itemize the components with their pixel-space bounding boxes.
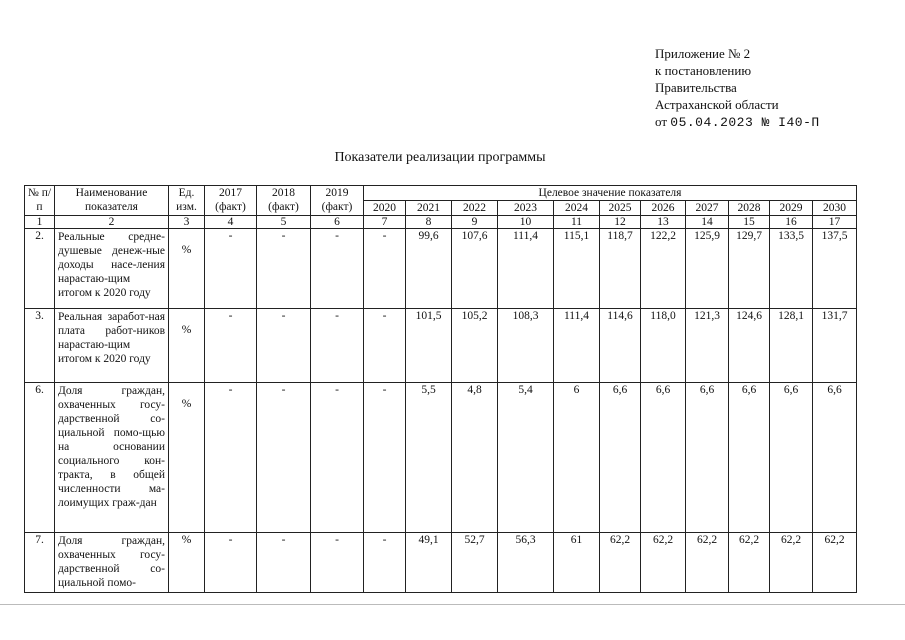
column-index-cell: 6 [311,216,364,229]
header-year: 2029 [770,201,813,216]
indicator-value: 137,5 [813,229,857,309]
indicator-unit: % [169,383,205,533]
indicator-value: 52,7 [452,533,498,593]
header-year: 2020 [364,201,406,216]
header-2018: 2018 (факт) [257,186,311,216]
indicator-value: 108,3 [498,309,554,383]
header-target: Целевое значение показателя [364,186,857,201]
indicator-value: - [205,229,257,309]
column-index-cell: 3 [169,216,205,229]
indicator-value: - [257,229,311,309]
indicator-value: 118,7 [600,229,641,309]
indicator-name: Реальные средне-душевые денеж-ные доходы насе-ления нарастаю-щим итогом к 2020 году [55,229,169,309]
header-year: 2030 [813,201,857,216]
column-index-cell: 5 [257,216,311,229]
indicator-value: 111,4 [498,229,554,309]
header-row-1 [25,186,857,201]
indicators-table [24,185,857,593]
column-index-cell: 10 [498,216,554,229]
indicator-value: - [311,533,364,593]
indicator-value: 133,5 [770,229,813,309]
column-index-cell: 9 [452,216,498,229]
column-index-cell: 12 [600,216,641,229]
indicator-value: - [364,309,406,383]
header-num: № п/п [25,186,55,216]
annex-line-2: к постановлению [655,63,752,78]
indicator-value: 62,2 [641,533,686,593]
header-year: 2022 [452,201,498,216]
indicator-value: - [311,383,364,533]
indicator-value: 62,2 [600,533,641,593]
column-index-cell: 8 [406,216,452,229]
indicator-value: - [205,309,257,383]
indicator-value: - [257,533,311,593]
column-index-cell: 11 [554,216,600,229]
column-index-cell: 13 [641,216,686,229]
annex-line-1: Приложение № 2 [655,46,751,61]
indicator-value: 118,0 [641,309,686,383]
column-index-cell: 15 [729,216,770,229]
indicator-value: 6,6 [729,383,770,533]
annex-block [655,45,820,131]
indicator-value: 62,2 [686,533,729,593]
annex-date-line [655,113,820,131]
indicator-value: 6,6 [641,383,686,533]
indicator-value: - [257,309,311,383]
column-index-cell: 7 [364,216,406,229]
indicator-value: 6,6 [686,383,729,533]
indicator-value: 49,1 [406,533,452,593]
annex-line-3: Правительства [655,80,737,95]
header-year: 2028 [729,201,770,216]
indicator-value: 4,8 [452,383,498,533]
column-index-cell: 14 [686,216,729,229]
column-index-cell: 16 [770,216,813,229]
row-number: 2. [25,229,55,309]
indicator-value: 115,1 [554,229,600,309]
header-year: 2026 [641,201,686,216]
column-index-cell: 2 [55,216,169,229]
indicator-unit: % [169,533,205,593]
row-number: 3. [25,309,55,383]
indicator-name: Доля граждан, охваченных госу-дарственной со-циальной помо-щью на основании социального кон-тракта, в общей численности ма-лоимущих граж-дан [55,383,169,533]
indicator-value: 121,3 [686,309,729,383]
indicator-value: 5,5 [406,383,452,533]
indicator-value: 122,2 [641,229,686,309]
indicator-value: 129,7 [729,229,770,309]
indicator-value: 56,3 [498,533,554,593]
indicator-value: 111,4 [554,309,600,383]
header-year: 2023 [498,201,554,216]
indicator-value: - [364,383,406,533]
indicator-value: 62,2 [729,533,770,593]
indicator-value: 6,6 [770,383,813,533]
table-row [25,229,857,309]
indicator-value: - [311,309,364,383]
indicator-value: 114,6 [600,309,641,383]
column-index-row [25,216,857,229]
header-year: 2025 [600,201,641,216]
indicator-value: 6,6 [600,383,641,533]
indicator-value: 125,9 [686,229,729,309]
page-divider [0,604,905,605]
indicator-value: 131,7 [813,309,857,383]
indicator-value: 107,6 [452,229,498,309]
indicator-value: 128,1 [770,309,813,383]
table-row [25,533,857,593]
annex-date-prefix: от [655,114,668,129]
indicator-value: 124,6 [729,309,770,383]
annex-date-number: 05.04.2023 № I40-П [670,115,820,130]
row-number: 6. [25,383,55,533]
column-index-cell: 4 [205,216,257,229]
indicator-value: - [364,533,406,593]
indicator-value: 6 [554,383,600,533]
indicator-value: - [257,383,311,533]
indicator-unit: % [169,309,205,383]
indicator-value: 61 [554,533,600,593]
header-2017: 2017 (факт) [205,186,257,216]
column-index-cell: 17 [813,216,857,229]
indicator-value: 99,6 [406,229,452,309]
header-year: 2024 [554,201,600,216]
table-row [25,309,857,383]
header-2019: 2019 (факт) [311,186,364,216]
indicator-value: - [364,229,406,309]
header-year: 2021 [406,201,452,216]
indicator-value: 6,6 [813,383,857,533]
indicator-value: 5,4 [498,383,554,533]
header-unit: Ед. изм. [169,186,205,216]
indicator-value: 105,2 [452,309,498,383]
header-name: Наименование показателя [55,186,169,216]
indicator-value: 62,2 [770,533,813,593]
document-title: Показатели реализации программы [334,150,546,165]
indicator-value: 101,5 [406,309,452,383]
header-year: 2027 [686,201,729,216]
annex-line-4: Астраханской области [655,97,779,112]
column-index-cell: 1 [25,216,55,229]
indicator-name: Реальная заработ-ная плата работ-ников нарастаю-щим итогом к 2020 году [55,309,169,383]
indicator-unit: % [169,229,205,309]
indicator-value: 62,2 [813,533,857,593]
indicator-value: - [205,383,257,533]
indicator-value: - [311,229,364,309]
row-number: 7. [25,533,55,593]
indicator-name: Доля граждан, охваченных госу-дарственной со-циальной помо- [55,533,169,593]
table-row [25,383,857,533]
indicator-value: - [205,533,257,593]
